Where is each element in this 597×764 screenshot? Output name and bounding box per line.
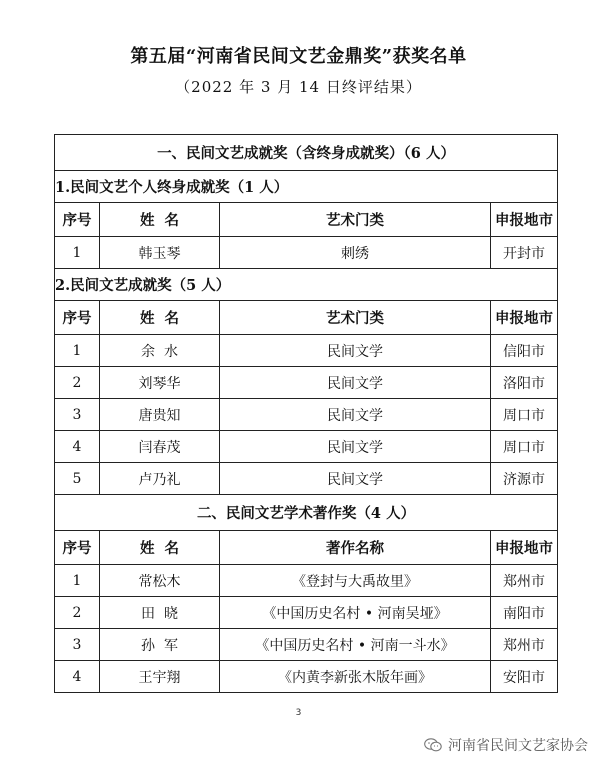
cell-city: 郑州市 <box>491 565 558 597</box>
cell-name: 刘琴华 <box>100 367 220 399</box>
table-row <box>55 661 558 693</box>
cell-index: 5 <box>55 463 100 495</box>
cell-index: 3 <box>55 629 100 661</box>
cell-index: 1 <box>55 565 100 597</box>
cell-index: 4 <box>55 431 100 463</box>
column-header-index: 序号 <box>55 203 100 237</box>
table-row <box>55 237 558 269</box>
cell-name: 常松木 <box>100 565 220 597</box>
cell-city: 信阳市 <box>491 335 558 367</box>
cell-city: 周口市 <box>491 431 558 463</box>
cell-index: 1 <box>55 335 100 367</box>
table-row <box>55 565 558 597</box>
table-row <box>55 367 558 399</box>
column-header-name: 姓 名 <box>100 203 220 237</box>
table-row <box>55 399 558 431</box>
column-header-city: 申报地市 <box>491 531 558 565</box>
cell-category: 民间文学 <box>220 367 491 399</box>
section-header-row <box>55 135 558 171</box>
cell-category: 民间文学 <box>220 431 491 463</box>
cell-index: 4 <box>55 661 100 693</box>
column-header-work: 著作名称 <box>220 531 491 565</box>
awards-table <box>54 134 558 693</box>
cell-name: 田 晓 <box>100 597 220 629</box>
table-row <box>55 629 558 661</box>
cell-work: 《中国历史名村 • 河南一斗水》 <box>220 629 491 661</box>
cell-city: 周口市 <box>491 399 558 431</box>
table-row <box>55 597 558 629</box>
page-number: 3 <box>295 708 302 718</box>
cell-index: 2 <box>55 367 100 399</box>
column-header-city: 申报地市 <box>491 301 558 335</box>
column-header-row <box>55 531 558 565</box>
document-subtitle: （2022 年 3 月 14 日终评结果） <box>175 78 422 96</box>
cell-index: 3 <box>55 399 100 431</box>
watermark <box>424 735 588 755</box>
cell-category: 刺绣 <box>220 237 491 269</box>
cell-city: 洛阳市 <box>491 367 558 399</box>
subsection-title: 2.民间文艺成就奖（5 人） <box>55 269 558 301</box>
column-header-row <box>55 301 558 335</box>
table-row <box>55 335 558 367</box>
section-title: 二、民间文艺学术著作奖（4 人） <box>55 495 558 531</box>
column-header-category: 艺术门类 <box>220 203 491 237</box>
column-header-category: 艺术门类 <box>220 301 491 335</box>
table-row <box>55 463 558 495</box>
cell-name: 韩玉琴 <box>100 237 220 269</box>
wechat-icon <box>424 738 442 752</box>
cell-name: 唐贵知 <box>100 399 220 431</box>
cell-name: 孙 军 <box>100 629 220 661</box>
subsection-header-row <box>55 171 558 203</box>
cell-work: 《中国历史名村 • 河南吴垭》 <box>220 597 491 629</box>
cell-name: 王宇翔 <box>100 661 220 693</box>
column-header-index: 序号 <box>55 531 100 565</box>
section-header-row <box>55 495 558 531</box>
cell-name: 余 水 <box>100 335 220 367</box>
cell-category: 民间文学 <box>220 463 491 495</box>
cell-city: 安阳市 <box>491 661 558 693</box>
subsection-title: 1.民间文艺个人终身成就奖（1 人） <box>55 171 558 203</box>
cell-city: 郑州市 <box>491 629 558 661</box>
cell-work: 《登封与大禹故里》 <box>220 565 491 597</box>
cell-city: 济源市 <box>491 463 558 495</box>
section-title: 一、民间文艺成就奖（含终身成就奖）（6 人） <box>55 135 558 171</box>
column-header-name: 姓 名 <box>100 531 220 565</box>
cell-city: 开封市 <box>491 237 558 269</box>
column-header-index: 序号 <box>55 301 100 335</box>
subsection-header-row <box>55 269 558 301</box>
table-row <box>55 431 558 463</box>
cell-category: 民间文学 <box>220 335 491 367</box>
cell-name: 卢乃礼 <box>100 463 220 495</box>
column-header-city: 申报地市 <box>491 203 558 237</box>
cell-work: 《内黄李新张木版年画》 <box>220 661 491 693</box>
cell-name: 闫春茂 <box>100 431 220 463</box>
cell-index: 2 <box>55 597 100 629</box>
cell-index: 1 <box>55 237 100 269</box>
column-header-row <box>55 203 558 237</box>
cell-category: 民间文学 <box>220 399 491 431</box>
watermark-text: 河南省民间文艺家协会 <box>448 738 588 754</box>
cell-city: 南阳市 <box>491 597 558 629</box>
column-header-name: 姓 名 <box>100 301 220 335</box>
document-title: 第五届“河南省民间文艺金鼎奖”获奖名单 <box>130 46 467 67</box>
